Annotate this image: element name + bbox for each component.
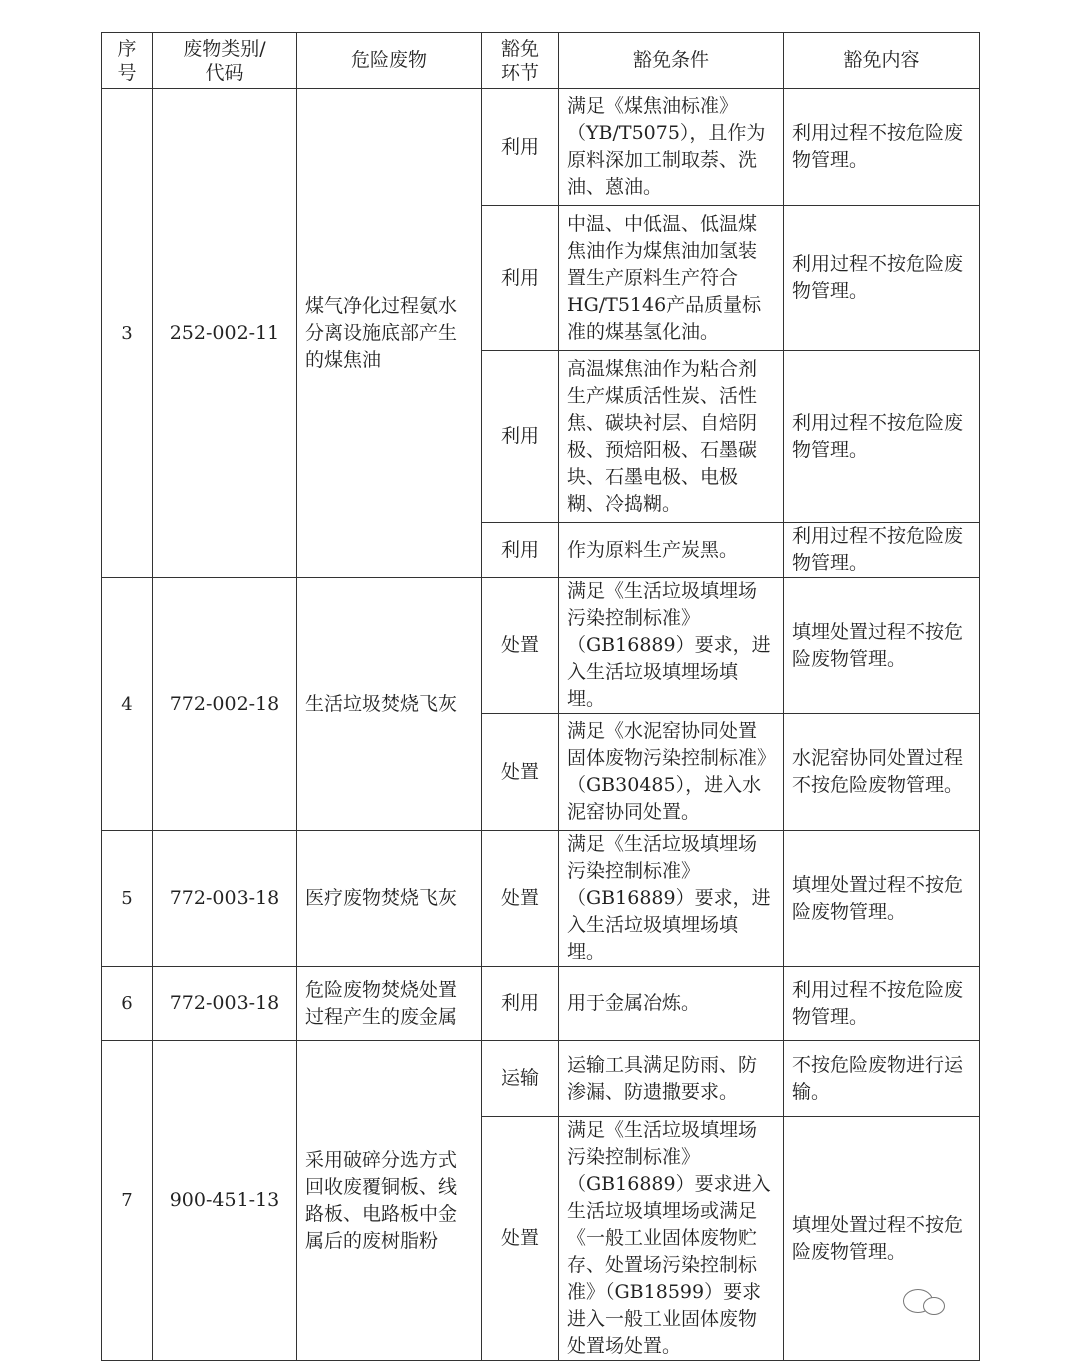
header-waste: 危险废物 bbox=[297, 33, 482, 89]
table-row bbox=[102, 1041, 980, 1117]
table-row bbox=[102, 89, 980, 206]
cell-waste: 采用破碎分选方式回收废覆铜板、线路板、电路板中金属后的废树脂粉 bbox=[297, 1041, 482, 1361]
cell-code: 772-003-18 bbox=[153, 967, 297, 1041]
cell-seq: 3 bbox=[102, 89, 153, 578]
cell-content: 填埋处置过程不按危险废物管理。 bbox=[784, 1117, 980, 1361]
cell-stage: 利用 bbox=[482, 967, 559, 1041]
cell-content: 利用过程不按危险废物管理。 bbox=[784, 89, 980, 206]
cell-stage: 利用 bbox=[482, 89, 559, 206]
cell-condition: 满足《水泥窑协同处置固体废物污染控制标准》（GB30485），进入水泥窑协同处置。 bbox=[559, 714, 784, 831]
cell-condition: 满足《生活垃圾填埋场污染控制标准》（GB16889）要求，进入生活垃圾填埋场填埋。 bbox=[559, 831, 784, 967]
cell-stage: 处置 bbox=[482, 1117, 559, 1361]
cell-waste: 生活垃圾焚烧飞灰 bbox=[297, 578, 482, 831]
exemption-table bbox=[101, 32, 980, 1361]
watermark bbox=[895, 1283, 995, 1323]
cell-content: 利用过程不按危险废物管理。 bbox=[784, 523, 980, 578]
cell-code: 900-451-13 bbox=[153, 1041, 297, 1361]
header-condition: 豁免条件 bbox=[559, 33, 784, 89]
cell-seq: 4 bbox=[102, 578, 153, 831]
cell-condition: 满足《生活垃圾填埋场污染控制标准》（GB16889）要求进入生活垃圾填埋场或满足《一般工业固体废物贮存、处置场污染控制标准》（GB18599）要求进入一般工业固体废物处置场处置。 bbox=[559, 1117, 784, 1361]
cell-condition: 满足《生活垃圾填埋场污染控制标准》（GB16889）要求，进入生活垃圾填埋场填埋。 bbox=[559, 578, 784, 714]
cell-content: 填埋处置过程不按危险废物管理。 bbox=[784, 578, 980, 714]
cell-content: 填埋处置过程不按危险废物管理。 bbox=[784, 831, 980, 967]
cell-condition: 高温煤焦油作为粘合剂生产煤质活性炭、活性焦、碳块衬层、自焙阴极、预焙阳极、石墨碳块、石墨电极、电极糊、冷捣糊。 bbox=[559, 351, 784, 523]
cell-condition: 作为原料生产炭黑。 bbox=[559, 523, 784, 578]
chat-bubble-small-icon bbox=[923, 1297, 945, 1315]
cell-stage: 利用 bbox=[482, 523, 559, 578]
header-row bbox=[102, 33, 980, 89]
header-stage: 豁免 环节 bbox=[482, 33, 559, 89]
header-seq: 序 号 bbox=[102, 33, 153, 89]
table-row bbox=[102, 967, 980, 1041]
header-code: 废物类别/ 代码 bbox=[153, 33, 297, 89]
cell-condition: 用于金属冶炼。 bbox=[559, 967, 784, 1041]
cell-content: 利用过程不按危险废物管理。 bbox=[784, 967, 980, 1041]
cell-content: 利用过程不按危险废物管理。 bbox=[784, 351, 980, 523]
cell-condition: 满足《煤焦油标准》（YB/T5075），且作为原料深加工制取萘、洗油、蒽油。 bbox=[559, 89, 784, 206]
cell-stage: 处置 bbox=[482, 714, 559, 831]
cell-seq: 6 bbox=[102, 967, 153, 1041]
cell-condition: 运输工具满足防雨、防渗漏、防遗撒要求。 bbox=[559, 1041, 784, 1117]
cell-seq: 7 bbox=[102, 1041, 153, 1361]
header-content: 豁免内容 bbox=[784, 33, 980, 89]
cell-code: 252-002-11 bbox=[153, 89, 297, 578]
cell-code: 772-003-18 bbox=[153, 831, 297, 967]
cell-content: 利用过程不按危险废物管理。 bbox=[784, 206, 980, 351]
cell-code: 772-002-18 bbox=[153, 578, 297, 831]
cell-content: 不按危险废物进行运输。 bbox=[784, 1041, 980, 1117]
cell-seq: 5 bbox=[102, 831, 153, 967]
cell-content: 水泥窑协同处置过程不按危险废物管理。 bbox=[784, 714, 980, 831]
cell-waste: 医疗废物焚烧飞灰 bbox=[297, 831, 482, 967]
cell-stage: 利用 bbox=[482, 351, 559, 523]
cell-stage: 处置 bbox=[482, 831, 559, 967]
cell-stage: 利用 bbox=[482, 206, 559, 351]
cell-waste: 危险废物焚烧处置过程产生的废金属 bbox=[297, 967, 482, 1041]
table-row bbox=[102, 831, 980, 967]
cell-stage: 运输 bbox=[482, 1041, 559, 1117]
cell-condition: 中温、中低温、低温煤焦油作为煤焦油加氢装置生产原料生产符合HG/T5146产品质量标准的煤基氢化油。 bbox=[559, 206, 784, 351]
cell-waste: 煤气净化过程氨水分离设施底部产生的煤焦油 bbox=[297, 89, 482, 578]
cell-stage: 处置 bbox=[482, 578, 559, 714]
table-row bbox=[102, 578, 980, 714]
